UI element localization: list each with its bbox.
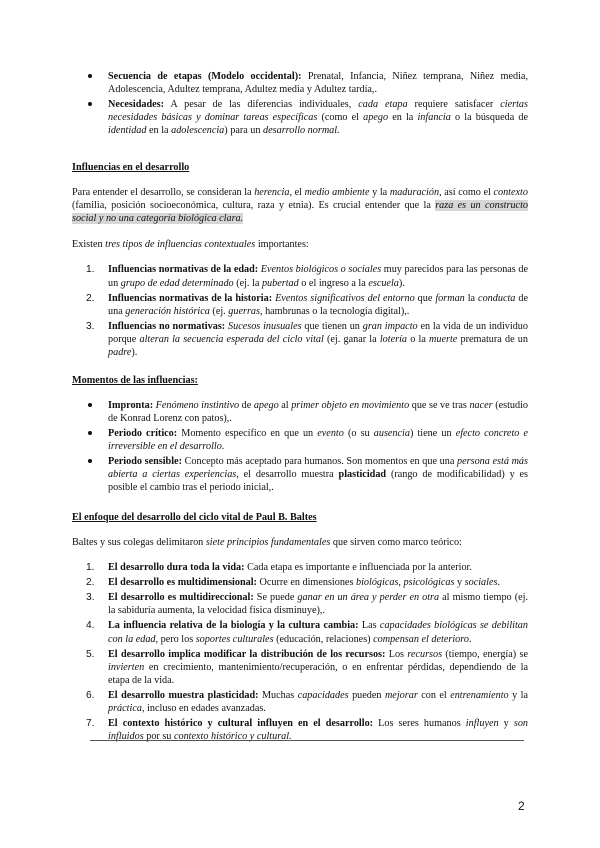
italic-text: ausencia xyxy=(373,427,410,439)
italic-text: herencia xyxy=(254,187,290,199)
top-bullet-list xyxy=(108,70,528,137)
list-item xyxy=(86,717,529,743)
list-item-term: Secuencia de etapas (Modelo occidental): xyxy=(108,71,302,82)
list-item xyxy=(108,455,528,494)
italic-text: gran impacto xyxy=(362,320,418,332)
text-run: o la búsqueda de xyxy=(450,112,528,124)
text-run: Muchas xyxy=(258,689,298,701)
text-run: que xyxy=(414,292,436,304)
list-item-term: El contexto histórico y cultural influyen en el desarrollo: xyxy=(108,717,374,729)
italic-text: Sucesos inusuales xyxy=(228,320,302,332)
italic-text: apego xyxy=(363,112,389,124)
list-item-number: 5. xyxy=(86,648,95,660)
text-run: Momento específico en que un xyxy=(177,427,318,439)
text-run: ). xyxy=(131,346,138,358)
heading-momentos: Momentos de las influencias: xyxy=(72,374,198,386)
italic-text: maduración xyxy=(389,187,440,199)
text-run: (ej. la xyxy=(233,277,262,289)
text-run: que se ve tras xyxy=(409,399,470,411)
text-run: Para entender el desarrollo, se consideran la xyxy=(72,187,255,199)
list-item-number: 1. xyxy=(86,562,95,574)
italic-text: padre xyxy=(108,346,132,358)
list-item-term: El desarrollo muestra plasticidad: xyxy=(108,689,259,701)
text-run: prematura de un xyxy=(457,333,528,345)
italic-text: efecto concreto e irreversible en el desarrollo. xyxy=(108,427,529,452)
text-run: , xyxy=(398,577,404,589)
italic-text: apego xyxy=(253,399,279,411)
list-item xyxy=(86,576,528,589)
text-run: Se puede xyxy=(253,592,298,604)
list-item-number: 1. xyxy=(86,264,95,276)
italic-text: generación histórica xyxy=(125,305,210,317)
italic-text: conducta xyxy=(478,292,516,304)
text-run: que tienen un xyxy=(301,320,363,332)
list-item-number: 4. xyxy=(86,620,95,632)
list-item-term: Impronta: xyxy=(108,399,154,411)
italic-text: mejorar xyxy=(384,689,418,701)
text-run: ). xyxy=(398,277,405,289)
text-run: , así como el xyxy=(439,187,494,199)
principios-numbered-list xyxy=(86,561,529,743)
list-item xyxy=(86,561,528,574)
italic-text: pubertad xyxy=(261,277,299,289)
italic-text: grupo de edad determinado xyxy=(120,277,234,289)
paragraph-tipos xyxy=(72,238,528,251)
paragraph-baltes xyxy=(72,536,528,549)
text-run: . xyxy=(468,633,472,645)
text-run: por su xyxy=(143,730,174,742)
list-item-number: 2. xyxy=(86,292,95,304)
italic-text: soportes culturales xyxy=(195,633,274,645)
heading-enfoque-baltes: El enfoque del desarrollo del ciclo vital de Paul B. Baltes xyxy=(72,512,317,524)
italic-text: cada etapa xyxy=(358,99,408,111)
italic-text: capacidades xyxy=(297,689,349,701)
text-run: y xyxy=(454,577,465,589)
text-run: de una xyxy=(108,292,528,317)
text-run: Baltes y sus colegas delimitaron xyxy=(72,537,206,549)
italic-text: lotería xyxy=(379,333,408,345)
text-run: en la vida de un individuo porque xyxy=(108,320,528,345)
italic-text: práctica xyxy=(108,702,142,714)
highlighted-text: raza es un constructo social y no una categoría biológica clara. xyxy=(72,200,528,225)
italic-text: son influidos xyxy=(108,717,529,742)
list-item-term: Periodo sensible: xyxy=(108,456,182,468)
italic-text: recursos xyxy=(407,648,443,660)
list-item-number: 3. xyxy=(86,320,95,332)
text-run: (ej. xyxy=(209,305,229,317)
list-item-term: El desarrollo es multidireccional: xyxy=(108,592,254,604)
list-item xyxy=(86,689,528,715)
list-item-number: 2. xyxy=(86,577,95,589)
text-run: pueden xyxy=(348,689,385,701)
list-item xyxy=(86,648,528,687)
list-item-term: Influencias normativas de la edad: xyxy=(108,264,259,276)
italic-text: medio ambiente xyxy=(304,187,370,199)
list-item xyxy=(108,427,528,453)
text-run: o el ingreso a la xyxy=(298,277,369,289)
list-item-number: 7. xyxy=(86,717,95,729)
text-run: ) tiene un xyxy=(409,427,456,439)
italic-text: alteran la secuencia esperada del ciclo vital xyxy=(139,333,324,345)
list-item xyxy=(108,98,528,137)
italic-text: Eventos biológicos o sociales xyxy=(260,264,382,276)
text-run: ) para un xyxy=(224,125,264,137)
italic-text: ciertas necesidades básicas y dominar tareas específicas xyxy=(108,99,528,124)
text-run: la xyxy=(464,292,479,304)
text-run: Ocurre en dimensiones xyxy=(256,577,356,589)
text-run: importantes: xyxy=(255,239,309,251)
italic-text: infancia xyxy=(417,112,451,124)
italic-text: contexto histórico y cultural. xyxy=(173,730,292,742)
page-number: 2 xyxy=(518,799,525,813)
italic-text: biológicas xyxy=(355,577,399,589)
list-item xyxy=(108,399,528,425)
text-run: y la xyxy=(369,187,390,199)
list-item-term: Influencias normativas de la historia: xyxy=(108,292,273,304)
text-run: (o su xyxy=(343,427,374,439)
list-item xyxy=(108,70,528,96)
bold-text: plasticidad xyxy=(338,469,387,481)
list-item xyxy=(86,619,528,645)
text-run: , pero los xyxy=(155,633,196,645)
text-run: con el xyxy=(417,689,451,701)
page-content xyxy=(72,70,528,745)
list-item-term: El desarrollo dura toda la vida: xyxy=(108,562,245,574)
italic-text: compensan el deterioro xyxy=(373,633,469,645)
italic-text: sociales xyxy=(464,577,498,589)
text-run: , incluso en edades avanzadas. xyxy=(141,702,266,714)
text-run: al mismo tiempo (ej. la sabiduría aumenta, la velocidad física disminuye),. xyxy=(108,592,528,617)
italic-text: evento xyxy=(317,427,344,439)
text-run: (familia, posición socioeconómica, cultura, raza y etnia). Es crucial entender que la xyxy=(72,200,436,212)
text-run: Concepto más aceptado para humanos. Son momentos en que una xyxy=(181,456,458,468)
list-item xyxy=(86,320,528,359)
italic-text: primer objeto en movimiento xyxy=(291,399,410,411)
list-item xyxy=(86,591,528,617)
text-run: (rango de modificabilidad) y es posible el cambio tras el periodo inicial,. xyxy=(108,469,528,494)
list-item-term: Periodo crítico: xyxy=(108,427,178,439)
italic-text: adolescencia xyxy=(171,125,225,137)
italic-text: Eventos significativos del entorno xyxy=(275,292,415,304)
italic-text: muerte xyxy=(429,333,458,345)
text-run: en crecimiento, mantenimiento/recuperación, o en enfrentar pérdidas, dependiendo de la etapa de la vida. xyxy=(108,661,528,686)
text-run: en la xyxy=(146,125,172,137)
italic-text: capacidades biológicas se debilitan con la edad xyxy=(108,620,528,645)
text-run: Los xyxy=(385,648,408,660)
list-item xyxy=(86,292,528,318)
list-item-term: El desarrollo implica modificar la distribución de los recursos: xyxy=(108,648,386,660)
text-run: Prenatal, Infancia, Niñez temprana, Niñez media, Adolescencia, Adultez temprana, Adultez media y Adultez tardía,. xyxy=(108,71,528,96)
text-run: Existen xyxy=(72,239,106,251)
text-run: en la xyxy=(388,112,418,124)
list-item xyxy=(86,263,528,289)
italic-text: guerras xyxy=(228,305,260,317)
text-run: requiere satisfacer xyxy=(407,99,501,111)
italic-text: Fenómeno instintivo xyxy=(155,399,240,411)
list-item-term: Necesidades: xyxy=(108,99,165,111)
text-run: (como el xyxy=(317,112,364,124)
text-run: y la xyxy=(508,689,528,701)
list-item-term: La influencia relativa de la biología y la cultura cambia: xyxy=(108,620,359,632)
paragraph-influencias xyxy=(72,186,528,225)
momentos-bullet-list xyxy=(108,399,528,494)
text-run: (estudio de Konrad Lorenz con patos),. xyxy=(108,399,529,424)
italic-text: tres tipos de influencias contextuales xyxy=(105,239,256,251)
italic-text: siete principios fundamentales xyxy=(205,537,331,549)
footer-separator xyxy=(90,740,524,741)
italic-text: nacer xyxy=(469,399,493,411)
italic-text: contexto xyxy=(493,187,528,199)
text-run: A pesar de las diferencias individuales, xyxy=(164,99,359,111)
italic-text: escuela xyxy=(368,277,399,289)
list-item-number: 3. xyxy=(86,592,95,604)
text-run: (educación, relaciones) xyxy=(273,633,374,645)
italic-text: ganar en un área y perder en otra xyxy=(297,592,440,604)
text-run: , hambrunas o la tecnología digital),. xyxy=(259,305,410,317)
italic-text: identidad xyxy=(108,125,147,137)
text-run: , el xyxy=(289,187,305,199)
italic-text: psicológicas xyxy=(403,577,455,589)
text-run: de xyxy=(239,399,254,411)
italic-text: forman xyxy=(435,292,465,304)
text-run: (ej. ganar la xyxy=(323,333,380,345)
text-run: y xyxy=(498,717,514,729)
text-run: al xyxy=(278,399,292,411)
tipos-numbered-list xyxy=(86,263,528,358)
text-run: (tiempo, energía) se xyxy=(442,648,528,660)
text-run: Los seres humanos xyxy=(373,717,466,729)
list-item-term: El desarrollo es multidimensional: xyxy=(108,577,257,589)
text-run: Las xyxy=(358,620,380,632)
italic-text: invierten xyxy=(108,661,145,673)
text-run: o la xyxy=(407,333,430,345)
list-item-term: Influencias no normativas: xyxy=(108,320,226,332)
text-run: Cada etapa es importante e influenciada por la anterior. xyxy=(244,562,472,574)
italic-text: desarrollo normal. xyxy=(263,125,340,137)
italic-text: persona está más abierta a ciertas experiencias xyxy=(108,456,528,481)
italic-text: entrenamiento xyxy=(450,689,509,701)
text-run: . xyxy=(497,577,501,589)
italic-text: influyen xyxy=(465,717,499,729)
heading-influencias: Influencias en el desarrollo xyxy=(72,162,190,174)
list-item-number: 6. xyxy=(86,689,95,701)
text-run: que sirven como marco teórico: xyxy=(330,537,462,549)
text-run: muy parecidos para las personas de un xyxy=(108,264,528,289)
text-run: , el desarrollo muestra xyxy=(236,469,339,481)
